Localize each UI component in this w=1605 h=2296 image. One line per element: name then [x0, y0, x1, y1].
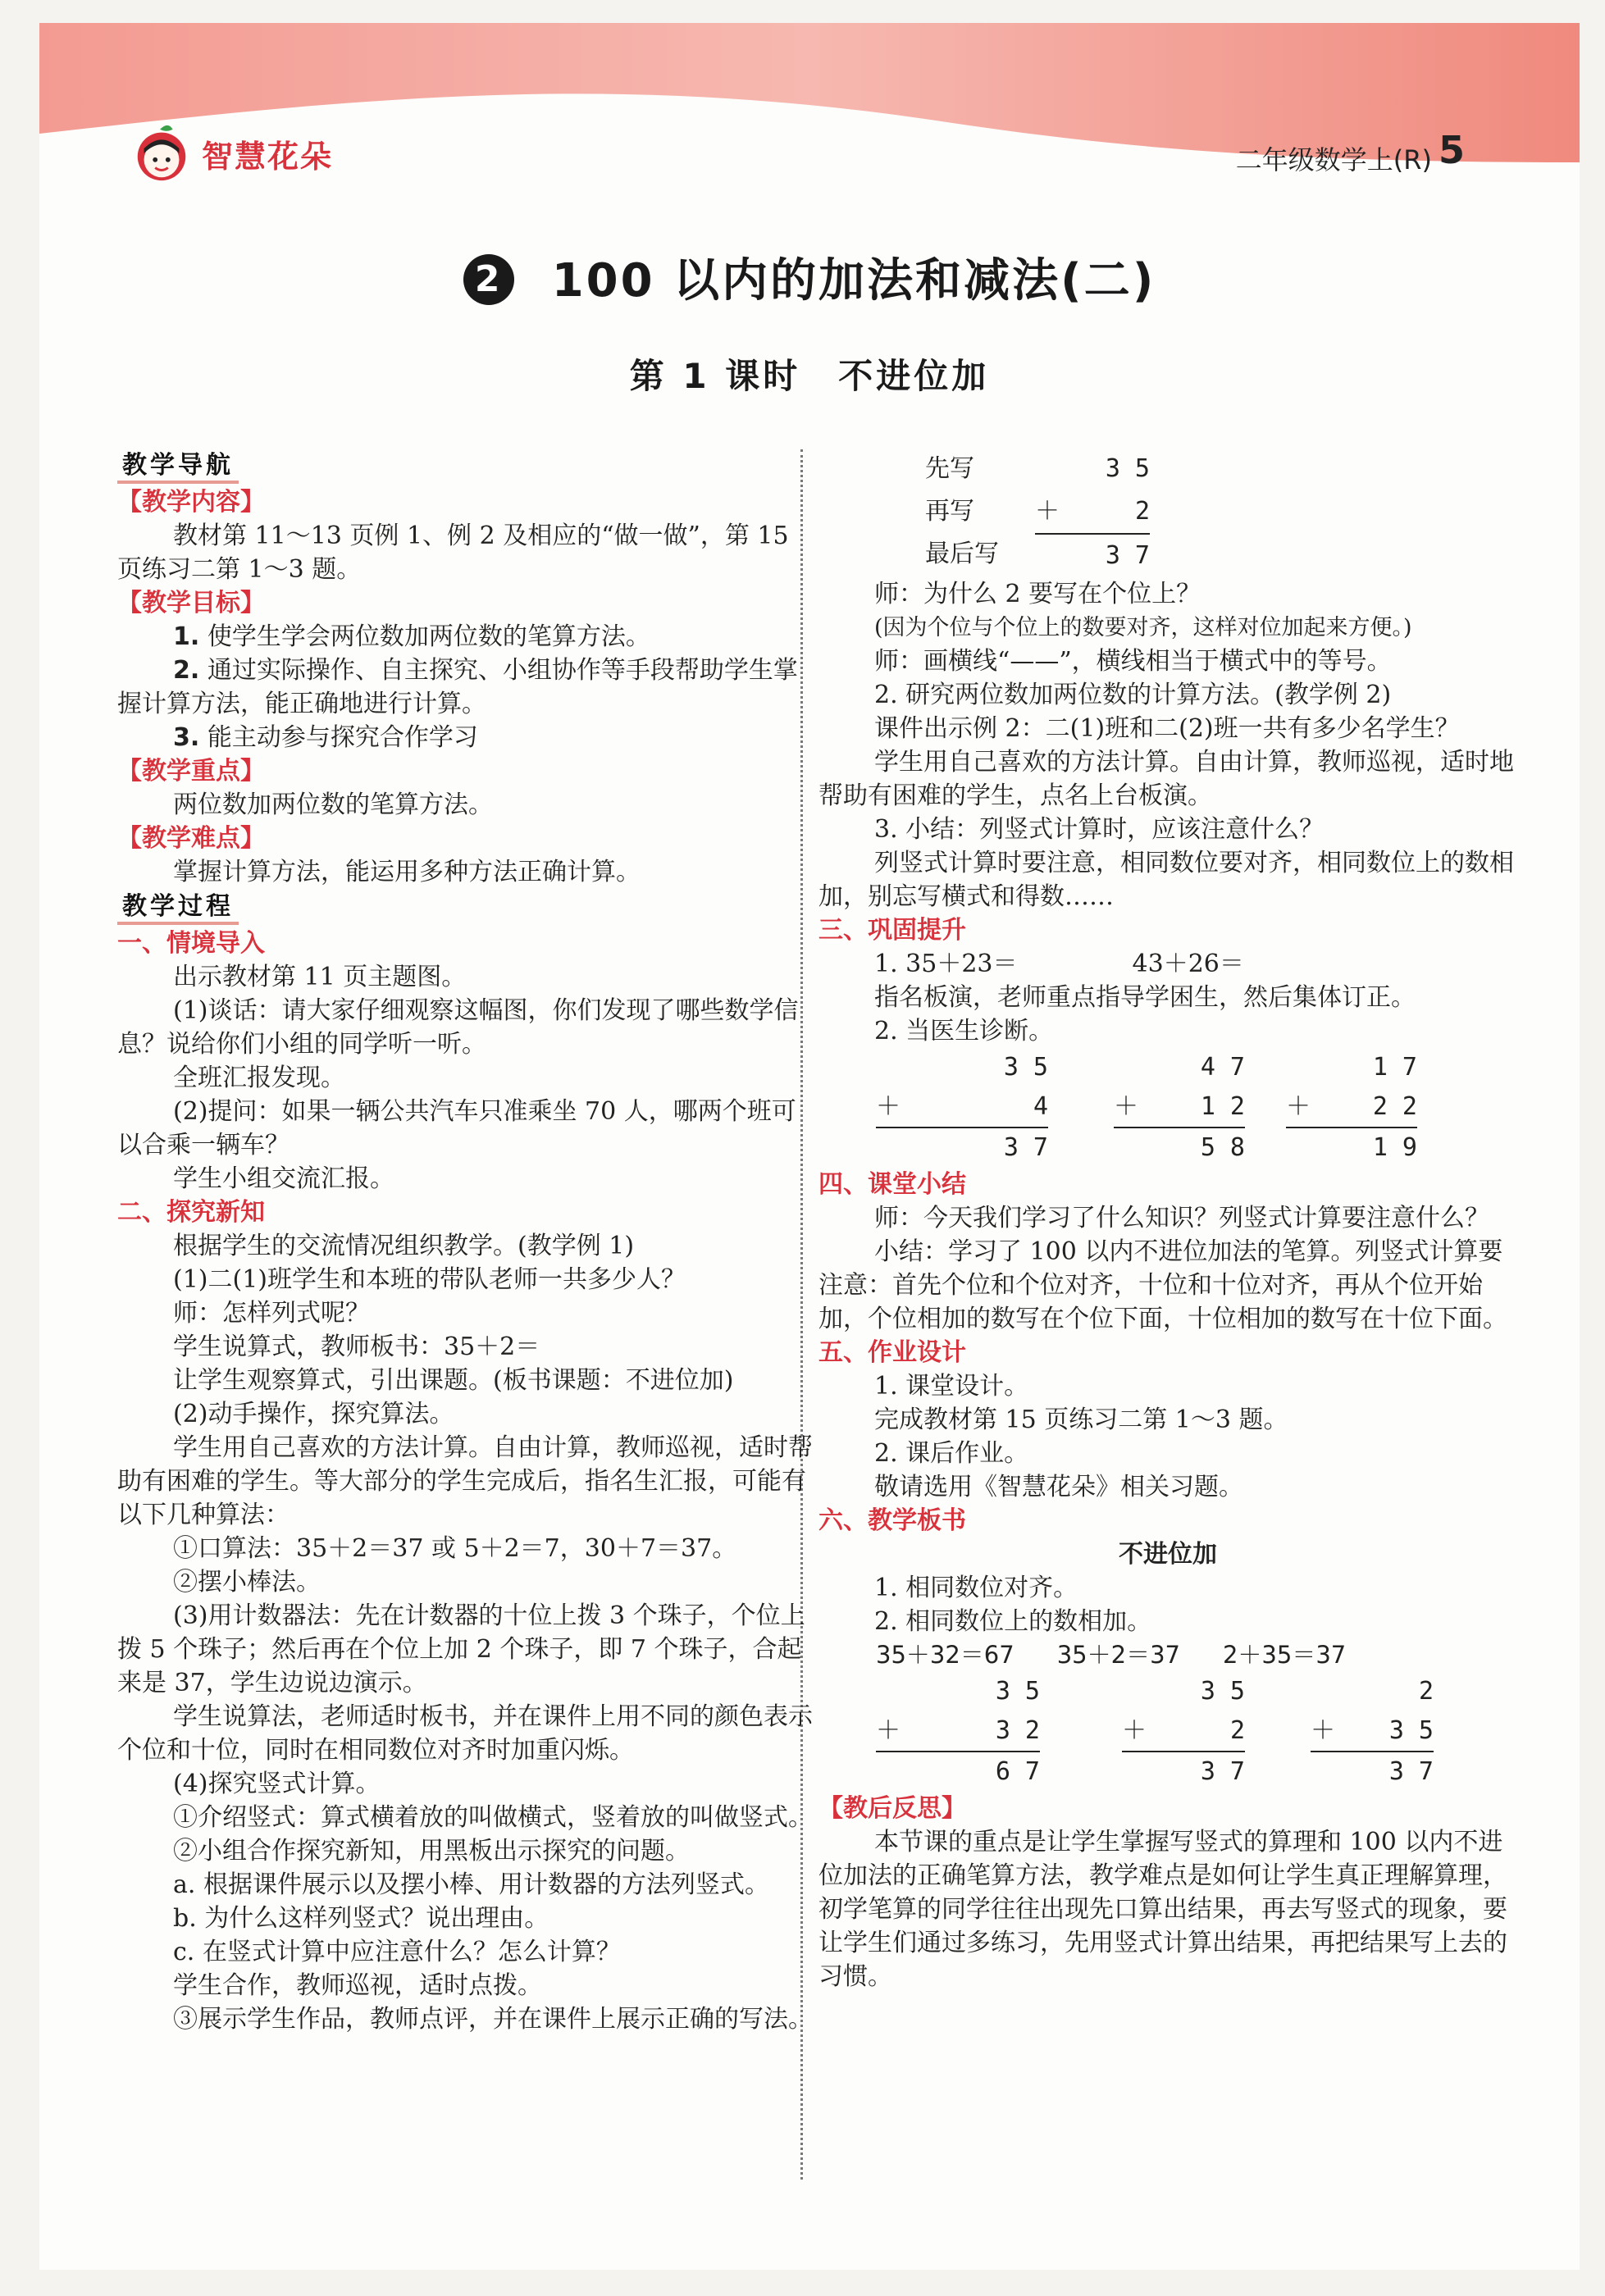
paragraph: 学生说算式，教师板书：35＋2＝: [173, 1332, 540, 1361]
section-heading: 一、情境导入: [117, 929, 265, 958]
chapter-title-text: 100 以内的加法和减法(二): [551, 254, 1156, 308]
difficulty-tag: 【教学难点】: [117, 824, 265, 853]
paragraph: 师：怎样列式呢？: [173, 1299, 370, 1328]
write-order-example: [925, 448, 1517, 577]
teaching-process-heading: 教学过程: [117, 892, 239, 925]
paragraph: a. 根据课件展示以及摆小棒、用计数器的方法列竖式。: [173, 1870, 769, 1899]
paragraph: ①介绍竖式：算式横着放的叫做横式，竖着放的叫做竖式。: [173, 1803, 813, 1832]
paragraph: 课件出示例 2：二(1)班和二(2)班一共有多少名学生？: [874, 714, 1460, 743]
page: [39, 23, 1580, 2270]
paragraph: 小结：学习了 100 以内不进位加法的笔算。列竖式计算要注意：首先个位和个位对齐，十位和十位对齐，再从个位开始加，个位相加的数写在个位下面，十位相加的数写在十位下面。: [818, 1237, 1507, 1333]
paragraph: ①口算法：35＋2＝37 或 5＋2＝7，30＋7＝37。: [173, 1534, 737, 1563]
content-tag: 【教学内容】: [117, 488, 265, 517]
section-heading: 三、巩固提升: [818, 916, 966, 945]
paragraph: 2. 当医生诊断。: [874, 1017, 1054, 1046]
paragraph: ②小组合作探究新知，用黑板出示探究的问题。: [173, 1837, 690, 1866]
paragraph: ②摆小棒法。: [173, 1568, 321, 1597]
paragraph: 2. 课后作业。: [874, 1439, 1029, 1468]
paragraph: (1)谈话：请大家仔细观察这幅图，你们发现了哪些数学信息？说给你们小组的同学听一听。: [117, 996, 799, 1059]
label: 最后写: [925, 540, 999, 568]
difficulty-text: 掌握计算方法，能运用多种方法正确计算。: [173, 858, 641, 886]
paragraph: ③展示学生作品，教师点评，并在课件上展示正确的写法。: [173, 2005, 813, 2034]
paragraph: 师：今天我们学习了什么知识？列竖式计算要注意什么？: [874, 1204, 1489, 1232]
paragraph: 指名板演，老师重点指导学困生，然后集体订正。: [874, 983, 1416, 1012]
equation: 35＋32＝67: [876, 1641, 1015, 1669]
paragraph: (因为个位与个位上的数要对齐，这样对位加起来方便。): [874, 615, 1412, 640]
paragraph: (2)动手操作，探究算法。: [173, 1400, 454, 1428]
paragraph: b. 为什么这样列竖式？说出理由。: [173, 1904, 549, 1933]
paragraph: 师：画横线“——”，横线相当于横式中的等号。: [874, 647, 1392, 676]
addend-row: ＋ 2: [1035, 490, 1150, 535]
vertical-addition: 3 5 ＋ 3 2 6 7: [876, 1677, 1040, 1786]
paragraph: 列竖式计算时要注意，相同数位要对齐，相同数位上的数相加，别忘写横式和得数……: [818, 849, 1514, 911]
vertical-addition: 3 5 ＋ 4 3 7: [876, 1053, 1048, 1162]
section-heading: 五、作业设计: [818, 1338, 966, 1367]
paragraph: 完成教材第 15 页练习二第 1～3 题。: [874, 1405, 1288, 1434]
board-equations: [876, 1638, 1517, 1672]
paragraph: 2. 研究两位数加两位数的计算方法。(教学例 2): [874, 681, 1392, 709]
key-tag: 【教学重点】: [117, 757, 265, 786]
key-text: 两位数加两位数的笔算方法。: [173, 790, 493, 819]
reflection-text: 本节课的重点是让学生掌握写竖式的算理和 100 以内不进位加法的正确笔算方法，教学难点是如何让学生真正理解算理，初学笔算的同学往往出现先口算出结果，再去写竖式的现象，要让学生们通过多练习，先用竖式计算出结果，再把结果写上去的习惯。: [818, 1828, 1507, 1991]
paragraph: 1. 相同数位对齐。: [874, 1574, 1078, 1602]
board-vertical-group: [876, 1672, 1517, 1792]
label: 先写: [925, 454, 974, 483]
girl-face-icon: [130, 121, 194, 185]
content-text: 教材第 11～13 页例 1、例 2 及相应的“做一做”，第 15 页练习二第 1～3 题。: [117, 522, 789, 584]
write-order-labels: [925, 448, 999, 576]
paragraph: 1. 课堂设计。: [874, 1372, 1029, 1401]
paragraph: 学生用自己喜欢的方法计算。自由计算，教师巡视，适时地帮助有困难的学生，点名上台板演。: [818, 748, 1514, 810]
paragraph: (1)二(1)班学生和本班的带队老师一共多少人？: [173, 1265, 686, 1294]
paragraph: (4)探究竖式计算。: [173, 1770, 381, 1798]
equation: 2＋35＝37: [1222, 1641, 1347, 1669]
equation: 35＋2＝37: [1056, 1641, 1180, 1669]
sum: 3 7: [1105, 541, 1150, 570]
paragraph: 全班汇报发现。: [173, 1064, 345, 1092]
brand-name: 智慧花朵: [202, 138, 334, 175]
right-column: [818, 448, 1517, 1993]
teaching-nav-heading: 教学导航: [117, 451, 239, 484]
section-heading: 六、教学板书: [818, 1506, 966, 1535]
addend: 3 5: [1105, 454, 1150, 483]
board-title: 不进位加: [1119, 1540, 1217, 1569]
left-column: [117, 448, 816, 2036]
chapter-number: 2: [463, 254, 514, 305]
vertical-addition: 3 5 ＋ 2 3 7: [1122, 1677, 1245, 1786]
lesson-subtitle: 第 1 课时 不进位加: [629, 356, 990, 396]
paragraph: 根据学生的交流情况组织教学。(教学例 1): [173, 1232, 635, 1260]
brand-logo: [130, 121, 333, 185]
paragraph: 敬请选用《智慧花朵》相关习题。: [874, 1473, 1243, 1501]
paragraph: 学生小组交流汇报。: [173, 1164, 394, 1193]
label: 再写: [925, 497, 974, 526]
reflection-tag: 【教后反思】: [818, 1794, 966, 1823]
section-heading: 四、课堂小结: [818, 1170, 966, 1199]
paragraph: 学生合作，教师巡视，适时点拨。: [173, 1971, 542, 2000]
goal-item: 2. 通过实际操作、自主探究、小组协作等手段帮助学生掌握计算方法，能正确地进行计算。: [117, 656, 798, 718]
paragraph: 2. 相同数位上的数相加。: [874, 1607, 1152, 1636]
paragraph: 让学生观察算式，引出课题。(板书课题：不进位加): [173, 1366, 734, 1395]
paragraph: 学生说算法，老师适时板书，并在课件上用不同的颜色表示个位和十位，同时在相同数位对齐时加重闪烁。: [117, 1702, 813, 1765]
doctor-diagnosis-group: [876, 1048, 1517, 1168]
vertical-addition: 4 7 ＋ 1 2 5 8: [1114, 1053, 1245, 1162]
vertical-addition: 1 7 ＋ 2 2 1 9: [1286, 1053, 1417, 1162]
paragraph: (3)用计数器法：先在计数器的十位上拨 3 个珠子，个位上拨 5 个珠子；然后再在个位上加 2 个珠子，即 7 个珠子，合起来是 37，学生边说边演示。: [117, 1601, 805, 1697]
goal-tag: 【教学目标】: [117, 589, 265, 617]
section-heading: 二、探究新知: [117, 1198, 265, 1227]
paragraph: (2)提问：如果一辆公共汽车只准乘坐 70 人，哪两个班可以合乘一辆车？: [117, 1097, 796, 1159]
chapter-title: [39, 244, 1580, 310]
vertical-addition: [1035, 448, 1150, 577]
paragraph: 出示教材第 11 页主题图。: [173, 963, 467, 991]
page-number: 5: [1438, 128, 1465, 172]
paragraph: 3. 小结：列竖式计算时，应该注意什么？: [874, 815, 1325, 844]
paragraph: 学生用自己喜欢的方法计算。自由计算，教师巡视，适时帮助有困难的学生。等大部分的学生完成后，指名生汇报，可能有以下几种算法：: [117, 1433, 813, 1529]
paragraph: 师：为什么 2 要写在个位上？: [874, 580, 1201, 608]
goal-item: 3. 能主动参与探究合作学习: [173, 723, 478, 752]
exercise-line: 1. 35＋23＝ 43＋26＝: [874, 950, 1244, 978]
paragraph: c. 在竖式计算中应注意什么？怎么计算？: [173, 1938, 621, 1966]
grade-label: 二年级数学上(R): [1235, 144, 1432, 175]
goal-item: 1. 使学生学会两位数加两位数的笔算方法。: [173, 622, 650, 651]
vertical-addition: 2 ＋ 3 5 3 7: [1311, 1677, 1434, 1786]
